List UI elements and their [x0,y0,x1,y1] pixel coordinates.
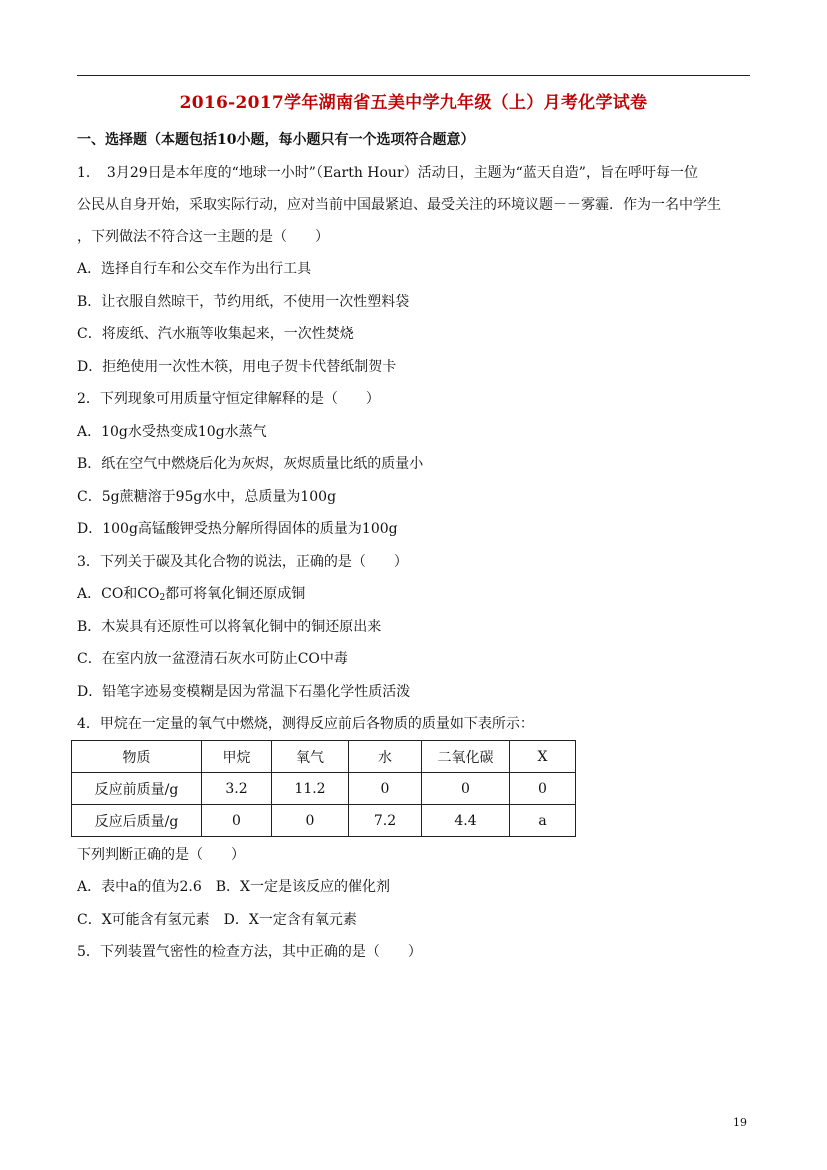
q1-option-d: D．拒绝使用一次性木筷，用电子贺卡代替纸制贺卡 [77,359,397,375]
q1-stem-line2: 公民从自身开始，采取实际行动，应对当前中国最紧迫、最受关注的环境议题－－雾霾．作为一名中学生 [77,197,721,213]
table-cell: 0 [510,773,576,805]
q2-option-d: D．100g高锰酸钾受热分解所得固体的质量为100g [77,521,398,537]
table-header-row [72,741,576,773]
q2-option-c: C．5g蔗糖溶于95g水中，总质量为100g [77,489,337,505]
q4-options-ab: A．表中a的值为2.6 B．X一定是该反应的催化剂 [77,879,390,895]
section-heading: 一、选择题（本题包括10小题，每小题只有一个选项符合题意） [77,132,475,148]
table-cell: 0 [202,805,272,837]
table-cell: 0 [272,805,349,837]
q1-stem-line3: ，下列做法不符合这一主题的是（ ） [77,229,329,245]
q1-option-c: C．将废纸、汽水瓶等收集起来，一次性焚烧 [77,326,354,342]
table-cell: 4.4 [422,805,510,837]
q2-option-a: A．10g水受热变成10g水蒸气 [77,424,267,440]
table-row [72,805,576,837]
table-header-cell: 二氧化碳 [422,741,510,773]
q1-option-b: B．让衣服自然晾干，节约用纸，不使用一次性塑料袋 [77,294,410,310]
q1-option-a: A．选择自行车和公交车作为出行工具 [77,261,312,277]
table-header-cell: X [510,741,576,773]
table-header-cell: 甲烷 [202,741,272,773]
q3-option-a-rest: 都可将氧化铜还原成铜 [165,586,306,602]
q5-stem: 5．下列装置气密性的检查方法，其中正确的是（ ） [77,944,422,960]
page-number: 19 [733,1116,747,1129]
q4-stem: 4．甲烷在一定量的氧气中燃烧，测得反应前后各物质的质量如下表所示： [77,716,534,732]
table-header-cell: 物质 [72,741,202,773]
q4-options-cd: C．X可能含有氢元素 D．X一定含有氧元素 [77,912,357,928]
table-cell: 3.2 [202,773,272,805]
table-cell: a [510,805,576,837]
header-rule [77,75,750,76]
table-cell: 反应后质量/g [72,805,202,837]
table-cell: 7.2 [349,805,422,837]
table-cell: 0 [349,773,422,805]
q3-option-c: C．在室内放一盆澄清石灰水可防止CO中毒 [77,651,348,667]
q2-stem: 2．下列现象可用质量守恒定律解释的是（ ） [77,391,380,407]
q3-option-b: B．木炭具有还原性可以将氧化铜中的铜还原出来 [77,619,382,635]
q4-prompt: 下列判断正确的是（ ） [77,847,245,863]
q3-option-a-text: A．CO和CO [77,586,160,602]
page-title: 2016-2017学年湖南省五美中学九年级（上）月考化学试卷 [179,93,648,113]
q3-option-d: D．铅笔字迹易变模糊是因为常温下石墨化学性质活泼 [77,684,411,700]
q2-option-b: B．纸在空气中燃烧后化为灰烬，灰烬质量比纸的质量小 [77,456,424,472]
q3-option-a-subscript: 2 [159,593,166,603]
q3-option-a [77,584,305,608]
q3-stem: 3．下列关于碳及其化合物的说法，正确的是（ ） [77,554,408,570]
mass-table [71,740,576,837]
table-cell: 反应前质量/g [72,773,202,805]
table-cell: 11.2 [272,773,349,805]
table-header-cell: 氧气 [272,741,349,773]
table-header-cell: 水 [349,741,422,773]
table-cell: 0 [422,773,510,805]
table-row [72,773,576,805]
q1-stem-line1: 1． 3月29日是本年度的“地球一小时”（Earth Hour）活动日，主题为“蓝天自造”，旨在呼吁每一位 [77,165,698,181]
